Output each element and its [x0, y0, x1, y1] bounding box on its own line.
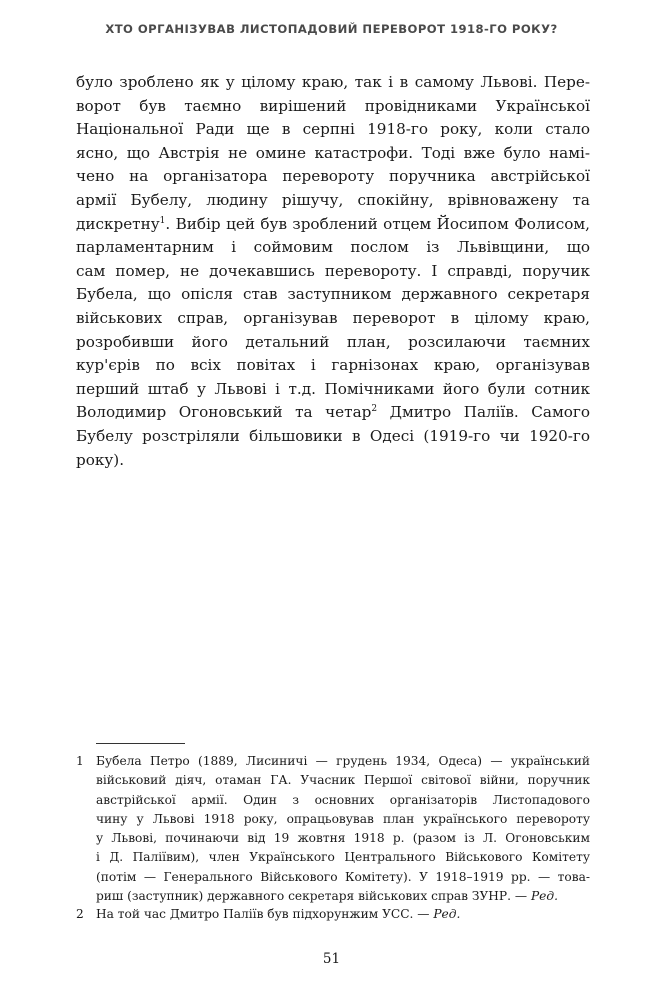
footnote-text: На той час Дмитро Паліїв був підхорунжим УСС. —: [96, 907, 434, 921]
footnote-number: 1: [76, 754, 84, 768]
text-line: сам помер, не дочекавшись перевороту. І справді, поручик: [76, 261, 590, 280]
footnote-line: [96, 905, 590, 924]
text-line: дискретну$^1$. Вибір цей був зроблений отцем Йосипом Фолисом,: [76, 214, 590, 233]
footnote-number: 2: [76, 907, 84, 921]
footnote-body: [96, 752, 590, 906]
text-line: ворот був таємно вирішений провідниками Української: [76, 96, 590, 115]
text-line: Національної Ради ще в серпні 1918-го року, коли стало: [76, 120, 590, 139]
text-segment: Володимир Огоновський та четар: [76, 403, 372, 422]
footnote: [76, 752, 590, 906]
text-line: перший штаб у Львові і т.д. Помічниками його були сотник: [76, 379, 590, 398]
text-line: розробивши його детальний план, розсилаючи таємних: [76, 332, 590, 351]
footnote-text: риш (заступник) державного секретаря військових справ ЗУНР. —: [96, 889, 531, 904]
running-head: ХТО ОРГАНІЗУВАВ ЛИСТОПАДОВИЙ ПЕРЕВОРОТ 1918-ГО РОКУ?: [105, 22, 558, 36]
text-line: парламентарним і соймовим послом із Львівщини, що: [76, 238, 590, 257]
footnote-line: військовий діяч, отаман ГА. Учасник Першої світової війни, поручник: [96, 773, 590, 788]
text-segment: дискретну: [76, 214, 160, 233]
footnote-line: [96, 887, 590, 906]
text-line: Бубелу розстріляли більшовики в Одесі (1919-го чи 1920-го: [76, 426, 590, 445]
footnote-line: Бубела Петро (1889, Лисиничі — грудень 1934, Одеса) — український: [96, 754, 590, 768]
text-segment: Вибір цей був зроблений отцем Йосипом Фолисом,: [175, 214, 590, 233]
text-line: кур'єрів по всіх повітах і гарнізонах краю, організував: [76, 356, 590, 375]
footnote: [76, 905, 590, 924]
footnote-body: [96, 905, 590, 924]
text-line: ясно, що Австрія не омине катастрофи. Тоді вже було намі-: [76, 143, 590, 162]
text-line: Бубела, що опісля став заступником державного секретаря: [76, 285, 590, 304]
editor-mark: Ред.: [433, 907, 461, 921]
text-line: армії Бубелу, людину рішучу, спокійну, врівноважену та: [76, 190, 590, 209]
footnote-ref[interactable]: 1: [159, 215, 166, 226]
footnote-line: (потім — Генерального Військового Комітету). У 1918–1919 рр. — това-: [96, 869, 590, 884]
footnote-line: і Д. Паліївим), член Українського Центрального Військового Комітету: [96, 850, 590, 865]
footnote-line: австрійської армії. Один з основних організаторів Листопадового: [96, 792, 590, 807]
text-line: військових справ, організував переворот в цілому краю,: [76, 308, 590, 327]
main-text: [76, 71, 590, 472]
text-line: року).: [76, 450, 125, 469]
footnote-separator: [96, 743, 185, 744]
text-line: було зроблено як у цілому краю, так і в самому Львові. Пере-: [76, 73, 590, 91]
text-line: [76, 401, 590, 425]
footnote-line: у Львові, починаючи від 19 жовтня 1918 р. (разом із Л. Огоновським: [96, 831, 590, 846]
text-line: чено на організатора перевороту поручника австрійської: [76, 167, 590, 186]
page-number: 51: [322, 951, 341, 967]
footnote-ref[interactable]: 2: [371, 404, 378, 415]
text-segment: Дмитро Паліїв. Самого: [389, 403, 590, 422]
footnote-line: чину у Львові 1918 року, опрацьовував план українського перевороту: [96, 811, 590, 826]
editor-mark: Ред.: [530, 889, 558, 904]
